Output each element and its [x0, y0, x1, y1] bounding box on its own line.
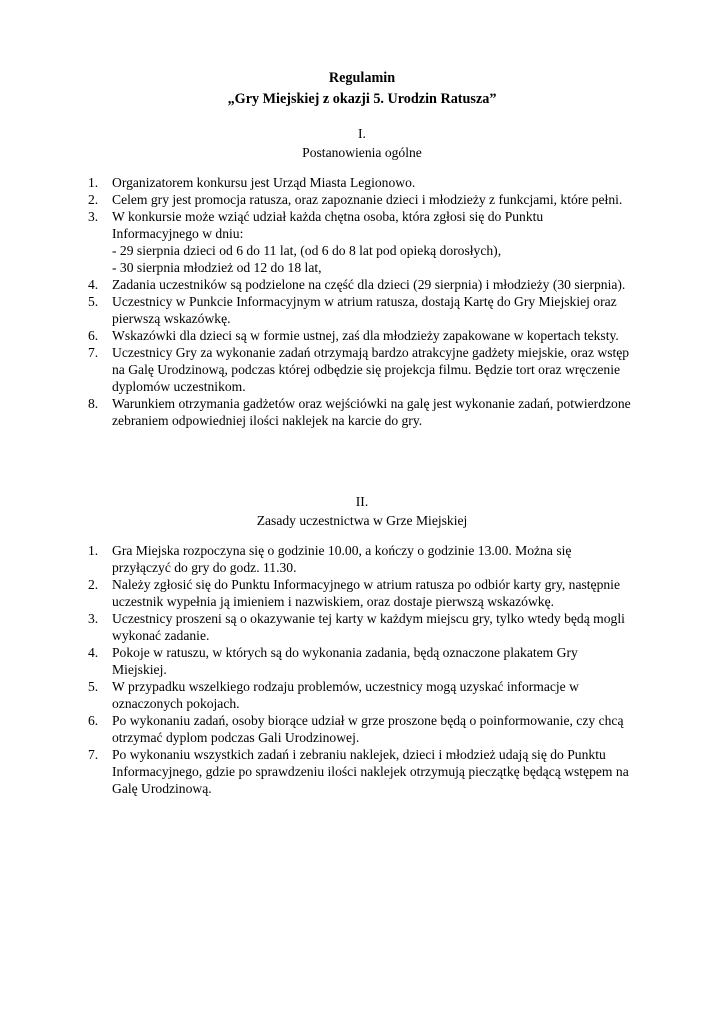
item-text: Pokoje w ratuszu, w których są do wykonania zadania, będą oznaczone plakatem Gry Miejskiej.	[112, 645, 578, 677]
item-number: 3.	[88, 611, 99, 626]
list-item	[0, 610, 632, 644]
item-text: Po wykonaniu zadań, osoby biorące udział w grze proszone będą o poinformowanie, czy chcą otrzymać dyplom podczas Gali Urodzinowej.	[112, 713, 624, 745]
item-text: Należy zgłosić się do Punktu Informacyjnego w atrium ratusza po odbiór karty gry, następnie uczestnik wypełnia ją imieniem i nazwiskiem, oraz dostaje pierwszą wskazówkę.	[112, 577, 620, 609]
section-1-header	[0, 124, 724, 162]
list-item	[0, 712, 632, 746]
item-text: Uczestnicy w Punkcie Informacyjnym w atrium ratusza, dostają Kartę do Gry Miejskiej oraz pierwszą wskazówkę.	[112, 294, 617, 326]
item-text: Zadania uczestników są podzielone na część dla dzieci (29 sierpnia) i młodzieży (30 sierpnia).	[112, 277, 626, 292]
item-number: 8.	[88, 396, 99, 411]
item-text: W przypadku wszelkiego rodzaju problemów, uczestnicy mogą uzyskać informacje w oznaczonych pokojach.	[112, 679, 579, 711]
item-text: Celem gry jest promocja ratusza, oraz zapoznanie dzieci i młodzieży z funkcjami, które pełni.	[112, 192, 623, 207]
list-item	[0, 208, 632, 276]
list-item	[0, 542, 632, 576]
list-item	[0, 395, 632, 429]
item-number: 2.	[88, 192, 99, 207]
item-text: Organizatorem konkursu jest Urząd Miasta Legionowo.	[112, 175, 416, 190]
item-subline: - 30 sierpnia młodzież od 12 do 18 lat,	[112, 260, 322, 275]
list-item	[0, 174, 632, 191]
item-text: Uczestnicy proszeni są o okazywanie tej karty w każdym miejscu gry, tylko wtedy będą mogli wykonać zadanie.	[112, 611, 625, 643]
list-item	[0, 746, 632, 797]
list-item	[0, 344, 632, 395]
item-number: 5.	[88, 679, 99, 694]
item-number: 1.	[88, 175, 99, 190]
section-2-number: II.	[355, 494, 369, 509]
list-item	[0, 678, 632, 712]
item-number: 7.	[88, 747, 99, 762]
item-text: Uczestnicy Gry za wykonanie zadań otrzymają bardzo atrakcyjne gadżety miejskie, oraz wstęp na Galę Urodzinową, podczas której odbędzie się projekcja filmu. Będzie tort oraz wręczenie dyplomów uczestnikom.	[112, 345, 630, 394]
section-2-heading: Zasady uczestnictwa w Grze Miejskiej	[256, 513, 468, 528]
list-item	[0, 276, 632, 293]
item-text: Gra Miejska rozpoczyna się o godzinie 10.00, a kończy o godzinie 13.00. Można się przyłączyć do gry do godz. 11.30.	[112, 543, 572, 575]
item-subline: - 29 sierpnia dzieci od 6 do 11 lat, (od 6 do 8 lat pod opieką dorosłych),	[112, 243, 502, 258]
section-2-list	[0, 542, 632, 797]
item-text: Po wykonaniu wszystkich zadań i zebraniu naklejek, dzieci i młodzież udają się do Punktu Informacyjnego, gdzie po sprawdzeniu ilości naklejek otrzymują pieczątkę będącą wstępem na Galę Urodzinową.	[112, 747, 629, 796]
item-number: 5.	[88, 294, 99, 309]
item-number: 6.	[88, 713, 99, 728]
list-item	[0, 644, 632, 678]
item-text: W konkursie może wziąć udział każda chętna osoba, która zgłosi się do Punktu Informacyjnego w dniu:	[112, 209, 544, 241]
item-number: 1.	[88, 543, 99, 558]
item-number: 2.	[88, 577, 99, 592]
item-number: 6.	[88, 328, 99, 343]
item-number: 3.	[88, 209, 99, 224]
document-title	[0, 68, 724, 110]
list-item	[0, 327, 632, 344]
item-text: Wskazówki dla dzieci są w formie ustnej, zaś dla młodzieży zapakowane w kopertach teksty.	[112, 328, 619, 343]
list-item	[0, 293, 632, 327]
title-line-1: Regulamin	[328, 70, 396, 86]
section-1-number: I.	[358, 126, 366, 141]
list-item	[0, 576, 632, 610]
item-number: 4.	[88, 277, 99, 292]
title-line-2: „Gry Miejskiej z okazji 5. Urodzin Ratusza”	[227, 91, 497, 107]
section-2-header	[0, 492, 724, 530]
list-item	[0, 191, 632, 208]
section-1-heading: Postanowienia ogólne	[302, 145, 422, 160]
item-number: 7.	[88, 345, 99, 360]
section-1-list	[0, 174, 632, 429]
item-text: Warunkiem otrzymania gadżetów oraz wejściówki na galę jest wykonanie zadań, potwierdzone zebraniem odpowiedniej ilości naklejek na karcie do gry.	[112, 396, 631, 428]
item-number: 4.	[88, 645, 99, 660]
